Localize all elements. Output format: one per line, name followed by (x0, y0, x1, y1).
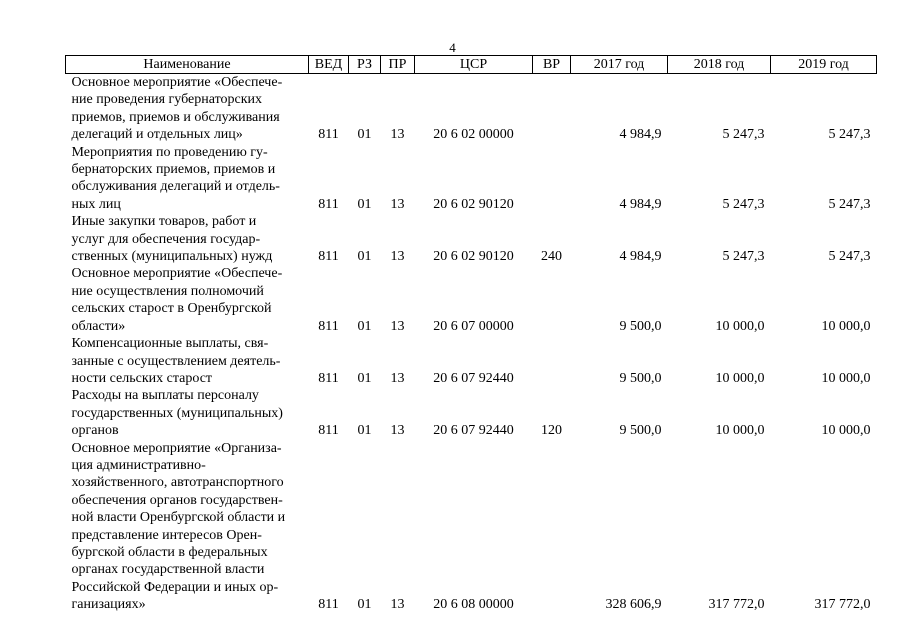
table-row (66, 144, 877, 214)
table-row (66, 387, 877, 439)
cell-ved: 811 (318, 196, 339, 212)
cell-rz: 01 (357, 597, 372, 613)
cell-pr: 13 (390, 127, 405, 143)
cell-name-line: области» (71, 318, 126, 334)
cell-pr: 13 (390, 249, 405, 265)
cell-vr (533, 74, 571, 144)
header-2019: 2019 год (771, 56, 877, 74)
header-2018: 2018 год (668, 56, 771, 74)
header-rz: РЗ (349, 56, 381, 74)
cell-name-line: ственных (муниципальных) нужд (71, 249, 273, 265)
cell-pr: 13 (390, 318, 405, 334)
cell-name-line: Основное мероприятие «Организа- (71, 440, 282, 456)
cell-vr: 240 (541, 249, 562, 265)
cell-vr (533, 265, 571, 335)
table-row (66, 440, 877, 614)
table-row (66, 265, 877, 335)
cell-ved: 811 (318, 597, 339, 613)
cell-name-line: ной власти Оренбургской области и (71, 510, 286, 526)
cell-2019: 5 247,3 (828, 196, 871, 212)
cell-ved: 811 (318, 423, 339, 439)
table-row (66, 74, 877, 144)
cell-name (66, 440, 309, 614)
cell-2017: 9 500,0 (619, 423, 662, 439)
cell-ved: 811 (318, 318, 339, 334)
cell-name-line: Расходы на выплаты персоналу (71, 388, 259, 404)
cell-2018: 10 000,0 (715, 370, 765, 386)
cell-2019: 5 247,3 (828, 127, 871, 143)
cell-2018: 10 000,0 (715, 318, 765, 334)
cell-rz: 01 (357, 127, 372, 143)
cell-name-line: обслуживания делегаций и отдель- (71, 179, 280, 195)
cell-name (66, 265, 309, 335)
cell-name (66, 213, 309, 265)
cell-rz: 01 (357, 423, 372, 439)
cell-2019: 5 247,3 (828, 249, 871, 265)
cell-2017: 4 984,9 (619, 127, 662, 143)
header-ved: ВЕД (309, 56, 349, 74)
cell-name-line: Основное мероприятие «Обеспече- (71, 75, 283, 90)
cell-rz: 01 (357, 196, 372, 212)
cell-vr (533, 144, 571, 214)
cell-name-line: органов (71, 423, 119, 439)
cell-name-line: Мероприятия по проведению гу- (71, 144, 268, 160)
cell-2019: 10 000,0 (821, 423, 871, 439)
header-name: Наименование (66, 56, 309, 74)
cell-name-line: услуг для обеспечения государ- (71, 231, 261, 247)
cell-2017: 9 500,0 (619, 370, 662, 386)
cell-2018: 10 000,0 (715, 423, 765, 439)
cell-2019: 317 772,0 (814, 597, 871, 613)
budget-table (65, 55, 877, 614)
cell-name-line: приемов, приемов и обслуживания (71, 109, 280, 125)
cell-csr: 20 6 07 92440 (433, 423, 514, 439)
cell-2017: 4 984,9 (619, 249, 662, 265)
cell-name-line: ганизациях» (71, 597, 146, 613)
cell-name-line: представление интересов Орен- (71, 527, 262, 543)
cell-name-line: государственных (муниципальных) (71, 405, 283, 421)
cell-name-line: Основное мероприятие «Обеспече- (71, 266, 283, 282)
cell-name-line: хозяйственного, автотранспортного (71, 475, 284, 491)
cell-vr (533, 335, 571, 387)
cell-name-line: ных лиц (71, 196, 121, 212)
cell-2017: 4 984,9 (619, 196, 662, 212)
cell-csr: 20 6 02 90120 (433, 249, 514, 265)
cell-vr (533, 440, 571, 614)
cell-name-line: ности сельских старост (71, 370, 213, 386)
cell-name-line: обеспечения органов государствен- (71, 492, 283, 508)
cell-pr: 13 (390, 423, 405, 439)
cell-2018: 317 772,0 (708, 597, 765, 613)
cell-name (66, 74, 309, 144)
cell-vr: 120 (541, 423, 562, 439)
cell-pr: 13 (390, 597, 405, 613)
cell-rz: 01 (357, 249, 372, 265)
cell-2019: 10 000,0 (821, 370, 871, 386)
cell-2019: 10 000,0 (821, 318, 871, 334)
cell-pr: 13 (390, 370, 405, 386)
cell-rz: 01 (357, 318, 372, 334)
table-header-row (66, 56, 877, 74)
cell-name-line: органах государственной власти (71, 562, 265, 578)
cell-ved: 811 (318, 370, 339, 386)
cell-csr: 20 6 02 90120 (433, 196, 514, 212)
table-row (66, 213, 877, 265)
cell-name (66, 335, 309, 387)
cell-2018: 5 247,3 (722, 196, 765, 212)
cell-name-line: Иные закупки товаров, работ и (71, 214, 257, 230)
cell-name (66, 144, 309, 214)
cell-name-line: делегаций и отдельных лиц» (71, 127, 243, 143)
header-2017: 2017 год (571, 56, 668, 74)
cell-name-line: Российской Федерации и иных ор- (71, 579, 279, 595)
header-csr: ЦСР (415, 56, 533, 74)
cell-csr: 20 6 07 00000 (433, 318, 514, 334)
cell-ved: 811 (318, 127, 339, 143)
cell-csr: 20 6 08 00000 (433, 597, 514, 613)
cell-2018: 5 247,3 (722, 127, 765, 143)
header-pr: ПР (381, 56, 415, 74)
cell-name (66, 387, 309, 439)
cell-csr: 20 6 07 92440 (433, 370, 514, 386)
cell-rz: 01 (357, 370, 372, 386)
cell-name-line: ние проведения губернаторских (71, 92, 263, 108)
cell-pr: 13 (390, 196, 405, 212)
cell-name-line: занные с осуществлением деятель- (71, 353, 281, 369)
cell-2018: 5 247,3 (722, 249, 765, 265)
cell-name-line: сельских старост в Оренбургской (71, 301, 272, 317)
cell-name-line: Компенсационные выплаты, свя- (71, 336, 269, 352)
cell-name-line: ция административно- (71, 457, 206, 473)
cell-ved: 811 (318, 249, 339, 265)
cell-name-line: бернаторских приемов, приемов и (71, 162, 276, 178)
cell-name-line: бургской области в федеральных (71, 544, 268, 560)
page-number: 4 (449, 40, 456, 55)
table-row (66, 335, 877, 387)
cell-name-line: ние осуществления полномочий (71, 283, 264, 299)
cell-csr: 20 6 02 00000 (433, 127, 514, 143)
cell-2017: 9 500,0 (619, 318, 662, 334)
cell-2017: 328 606,9 (605, 597, 662, 613)
header-vr: ВР (533, 56, 571, 74)
